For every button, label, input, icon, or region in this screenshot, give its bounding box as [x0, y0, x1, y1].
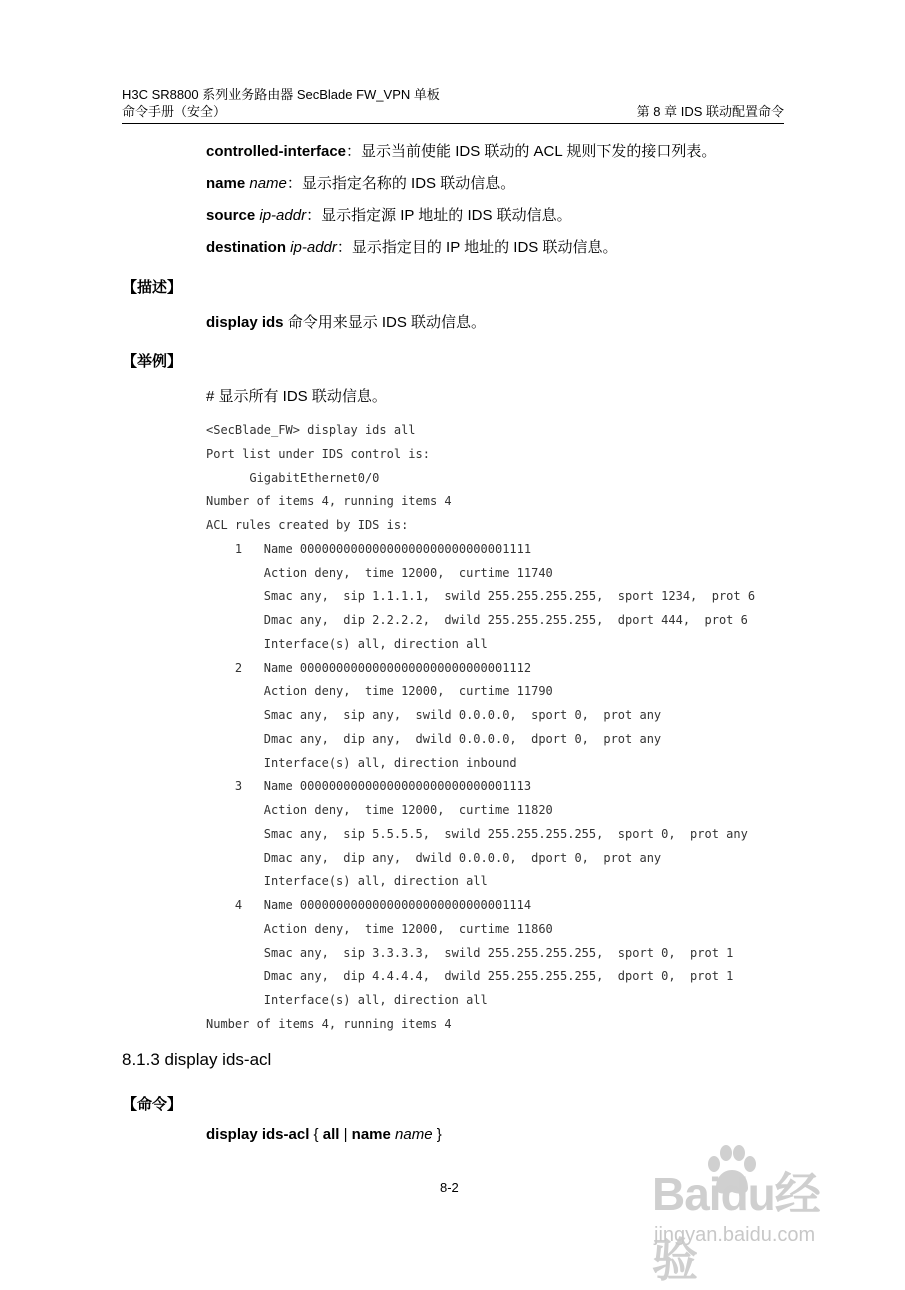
header-row — [122, 103, 784, 120]
header-divider — [122, 123, 784, 124]
code-line: Dmac any, dip any, dwild 0.0.0.0, dport 0, prot any — [206, 731, 662, 746]
code-line: GigabitEthernet0/0 — [206, 470, 380, 485]
command-arg: name — [390, 1126, 433, 1143]
syntax-brace: { — [309, 1126, 323, 1143]
code-line: Smac any, sip 1.1.1.1, swild 255.255.255.255, sport 1234, prot 6 — [206, 589, 756, 604]
code-line: <SecBlade_FW> display ids all — [206, 423, 416, 437]
command-keyword: display ids-acl — [206, 1126, 310, 1143]
example-intro: # 显示所有 IDS 联动信息。 — [206, 388, 387, 405]
code-line: Action deny, time 12000, curtime 11740 — [206, 565, 553, 580]
code-line: 4 Name 00000000000000000000000000001114 — [206, 898, 532, 912]
code-line: Interface(s) all, direction all — [206, 874, 488, 889]
param-keyword: name — [206, 175, 246, 192]
param-arg: ip-addr — [286, 239, 337, 256]
param-desc: ：显示指定目的 IP 地址的 IDS 联动信息。 — [336, 239, 618, 256]
param-desc: ：显示指定名称的 IDS 联动信息。 — [286, 175, 516, 192]
page-number: 8-2 — [440, 1180, 459, 1195]
code-line: Port list under IDS control is: — [206, 446, 430, 461]
code-line: 3 Name 00000000000000000000000000001113 — [206, 779, 532, 794]
page-header — [122, 86, 784, 120]
code-line: Smac any, sip 5.5.5.5, swild 255.255.255.255, sport 0, prot any — [206, 826, 748, 841]
section-heading: 8.1.3 display ids-acl — [122, 1050, 272, 1069]
code-line: Action deny, time 12000, curtime 11860 — [206, 921, 553, 936]
code-line: Smac any, sip 3.3.3.3, swild 255.255.255.255, sport 0, prot 1 — [206, 945, 734, 960]
code-line: 2 Name 00000000000000000000000000001112 — [206, 660, 532, 675]
code-line: Interface(s) all, direction inbound — [206, 755, 517, 770]
param-desc: ：显示指定源 IP 地址的 IDS 联动信息。 — [306, 207, 572, 224]
description-body: 命令用来显示 IDS 联动信息。 — [283, 314, 487, 331]
description-keyword: display ids — [206, 314, 284, 331]
param-desc: ：显示当前使能 IDS 联动的 ACL 规则下发的接口列表。 — [346, 143, 717, 160]
param-keyword: destination — [206, 239, 287, 256]
section-command-title: 【命令】 — [122, 1096, 183, 1113]
code-line: Smac any, sip any, swild 0.0.0.0, sport 0, prot any — [206, 708, 662, 722]
header-chapter: 第 8 章 IDS 联动配置命令 — [636, 104, 784, 119]
command-option-all: all — [322, 1126, 340, 1143]
header-title: H3C SR8800 系列业务路由器 SecBlade FW_VPN 单板 — [122, 87, 440, 102]
command-syntax — [206, 1126, 442, 1143]
section-example-title: 【举例】 — [122, 353, 183, 370]
param-keyword: controlled-interface — [206, 143, 347, 160]
param-source — [206, 204, 572, 225]
syntax-brace: } — [432, 1126, 442, 1143]
param-destination — [206, 236, 617, 257]
syntax-separator: | — [339, 1126, 352, 1143]
code-line: Interface(s) all, direction all — [206, 993, 488, 1007]
code-line: Number of items 4, running items 4 — [206, 1016, 452, 1031]
code-line: Dmac any, dip any, dwild 0.0.0.0, dport 0, prot any — [206, 850, 662, 865]
baidu-watermark — [640, 1140, 860, 1286]
watermark-logo: Baidu经验 — [652, 1168, 820, 1286]
param-arg: ip-addr — [255, 207, 307, 224]
header-manual-name: 命令手册（安全） — [122, 104, 227, 119]
command-option-name: name — [351, 1126, 391, 1143]
param-arg: name — [245, 175, 287, 192]
code-line: Interface(s) all, direction all — [206, 636, 488, 651]
param-keyword: source — [206, 207, 256, 224]
section-description-title: 【描述】 — [122, 279, 183, 296]
description-text — [206, 311, 486, 332]
code-block — [206, 419, 755, 1037]
code-line: Dmac any, dip 4.4.4.4, dwild 255.255.255.255, dport 0, prot 1 — [206, 969, 734, 984]
param-controlled-interface — [206, 140, 716, 161]
watermark-url: jingyan.baidu.com — [654, 1224, 816, 1246]
code-line: Number of items 4, running items 4 — [206, 494, 452, 509]
code-line: Action deny, time 12000, curtime 11820 — [206, 803, 553, 817]
code-line: Action deny, time 12000, curtime 11790 — [206, 684, 553, 699]
param-name — [206, 172, 515, 193]
code-line: 1 Name 00000000000000000000000000001111 — [206, 541, 532, 556]
code-line: ACL rules created by IDS is: — [206, 518, 409, 532]
code-line: Dmac any, dip 2.2.2.2, dwild 255.255.255.255, dport 444, prot 6 — [206, 613, 748, 627]
